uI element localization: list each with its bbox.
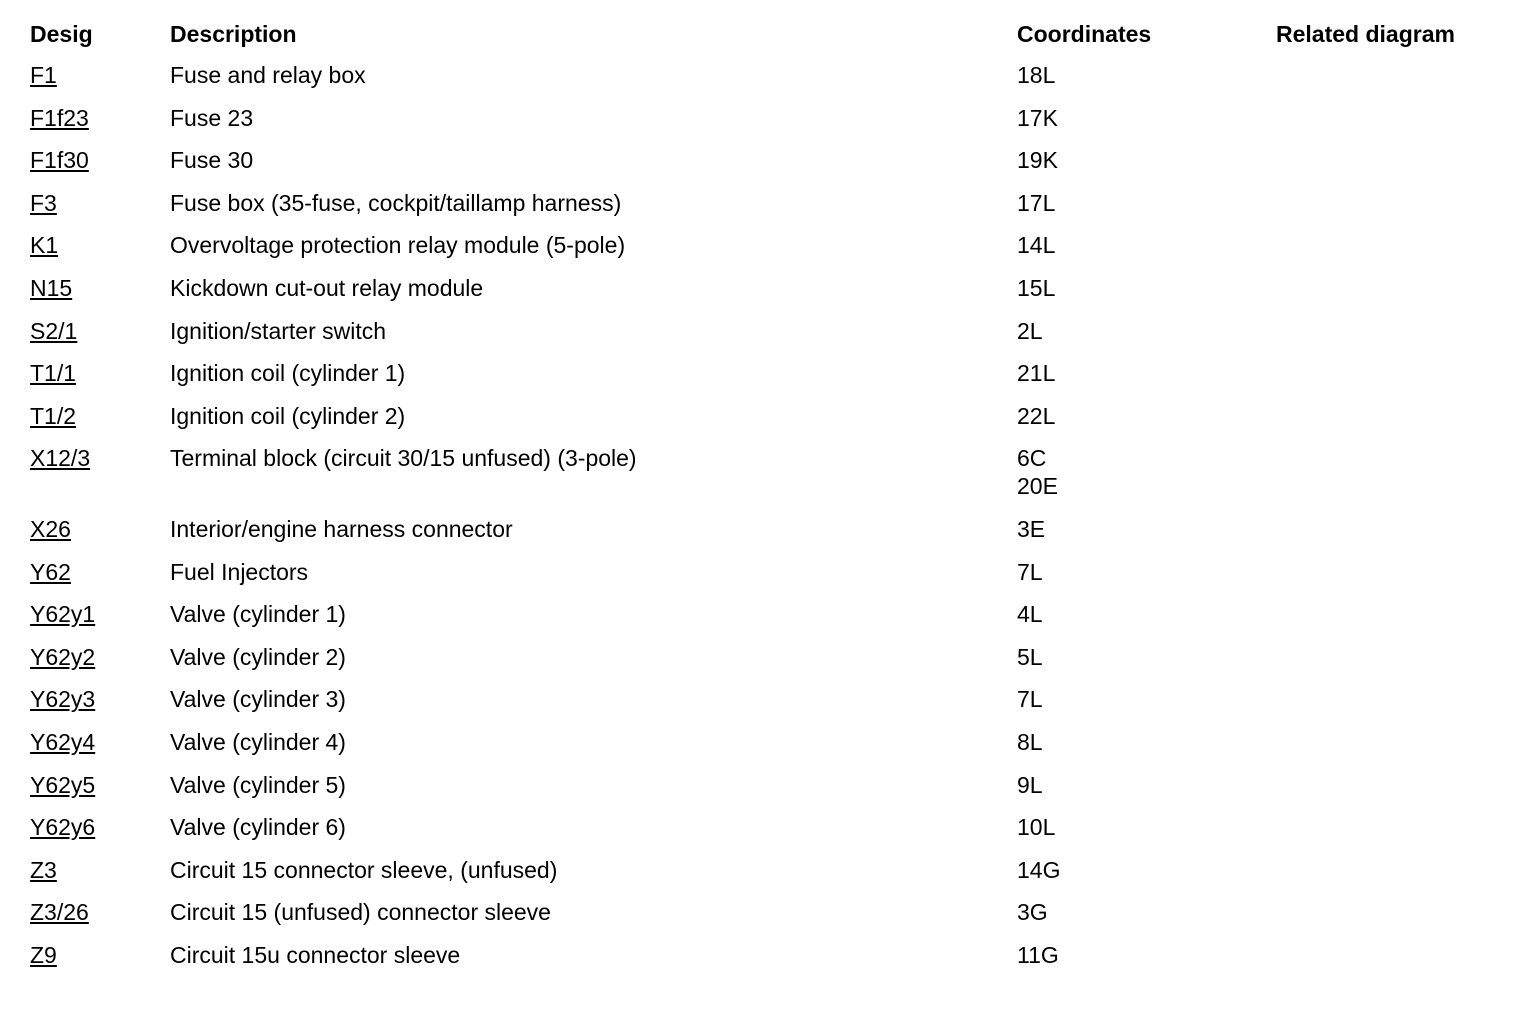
desig-link[interactable]: S2/1	[30, 317, 78, 344]
coordinates-cell	[1017, 186, 1276, 229]
description-cell: Ignition coil (cylinder 1)	[170, 360, 406, 387]
table-row	[30, 441, 1520, 512]
header-description: Description	[170, 21, 297, 47]
related-diagram-cell	[1276, 555, 1520, 598]
coordinates-cell	[1017, 441, 1276, 512]
related-diagram-cell	[1276, 725, 1520, 768]
desig-cell	[30, 441, 170, 512]
desig-cell	[30, 356, 170, 399]
description-cell: Interior/engine harness connector	[170, 515, 513, 542]
description-cell: Valve (cylinder 1)	[170, 601, 346, 628]
desig-cell	[30, 555, 170, 598]
description-cell: Terminal block (circuit 30/15 unfused) (3-pole)	[170, 445, 637, 472]
desig-cell	[30, 101, 170, 144]
related-diagram-cell	[1276, 441, 1520, 512]
coordinates-cell	[1017, 58, 1276, 101]
desig-link[interactable]: Y62y5	[30, 771, 96, 798]
coordinate-value: 4L	[1017, 601, 1043, 628]
desig-link[interactable]: T1/2	[30, 402, 77, 429]
coordinates-cell	[1017, 640, 1276, 683]
related-diagram-cell	[1276, 938, 1520, 981]
coordinate-value: 14G	[1017, 856, 1061, 883]
desig-link[interactable]: Y62	[30, 558, 71, 585]
description-cell: Ignition/starter switch	[170, 317, 387, 344]
desig-link[interactable]: N15	[30, 274, 73, 301]
coordinates-cell	[1017, 597, 1276, 640]
related-diagram-cell	[1276, 314, 1520, 357]
description-cell: Kickdown cut-out relay module	[170, 274, 484, 301]
desig-link[interactable]: X12/3	[30, 445, 91, 472]
description-cell: Circuit 15 (unfused) connector sleeve	[170, 899, 551, 926]
related-diagram-cell	[1276, 186, 1520, 229]
table-row	[30, 271, 1520, 314]
desig-cell	[30, 640, 170, 683]
desig-link[interactable]: Y62y1	[30, 601, 96, 628]
related-diagram-cell	[1276, 810, 1520, 853]
desig-cell	[30, 725, 170, 768]
coordinates-cell	[1017, 228, 1276, 271]
desig-link[interactable]: F3	[30, 189, 57, 216]
desig-link[interactable]: Z3/26	[30, 899, 89, 926]
coordinates-cell	[1017, 810, 1276, 853]
description-cell: Valve (cylinder 3)	[170, 686, 346, 713]
related-diagram-cell	[1276, 271, 1520, 314]
description-cell: Valve (cylinder 4)	[170, 728, 346, 755]
table-row	[30, 228, 1520, 271]
coordinate-value: 20E	[1017, 473, 1058, 500]
description-cell: Ignition coil (cylinder 2)	[170, 402, 406, 429]
header-row	[30, 20, 1520, 58]
related-diagram-cell	[1276, 597, 1520, 640]
coordinate-value: 10L	[1017, 814, 1056, 841]
coordinate-value: 17K	[1017, 104, 1058, 131]
desig-cell	[30, 853, 170, 896]
description-cell: Circuit 15 connector sleeve, (unfused)	[170, 856, 558, 883]
related-diagram-cell	[1276, 768, 1520, 811]
table-row	[30, 555, 1520, 598]
desig-cell	[30, 186, 170, 229]
coordinates-cell	[1017, 356, 1276, 399]
desig-link[interactable]: Z9	[30, 941, 57, 968]
table-row	[30, 597, 1520, 640]
table-row	[30, 768, 1520, 811]
desig-cell	[30, 682, 170, 725]
coordinate-value: 21L	[1017, 360, 1056, 387]
description-cell: Fuel Injectors	[170, 558, 309, 585]
desig-link[interactable]: F1	[30, 62, 57, 88]
desig-cell	[30, 271, 170, 314]
coordinates-cell	[1017, 271, 1276, 314]
related-diagram-cell	[1276, 640, 1520, 683]
coordinates-cell	[1017, 853, 1276, 896]
desig-cell	[30, 58, 170, 101]
coordinate-value: 18L	[1017, 62, 1056, 88]
related-diagram-cell	[1276, 399, 1520, 442]
related-diagram-cell	[1276, 853, 1520, 896]
coordinates-cell	[1017, 895, 1276, 938]
table-row	[30, 810, 1520, 853]
coordinates-cell	[1017, 938, 1276, 981]
desig-link[interactable]: Y62y6	[30, 814, 96, 841]
coordinates-cell	[1017, 101, 1276, 144]
table-row	[30, 101, 1520, 144]
table-row	[30, 640, 1520, 683]
table-row	[30, 725, 1520, 768]
desig-link[interactable]: Y62y4	[30, 728, 96, 755]
desig-link[interactable]: Y62y2	[30, 643, 96, 670]
desig-cell	[30, 597, 170, 640]
coordinate-value: 15L	[1017, 274, 1056, 301]
table-row	[30, 938, 1520, 981]
description-cell: Fuse 23	[170, 104, 254, 131]
description-cell: Valve (cylinder 2)	[170, 643, 346, 670]
desig-cell	[30, 228, 170, 271]
description-cell: Fuse box (35-fuse, cockpit/taillamp harness)	[170, 189, 622, 216]
desig-cell	[30, 512, 170, 555]
coordinate-value: 7L	[1017, 686, 1043, 713]
table-row	[30, 356, 1520, 399]
desig-cell	[30, 938, 170, 981]
coordinate-value: 17L	[1017, 189, 1056, 216]
table-header	[30, 20, 1520, 58]
desig-cell	[30, 895, 170, 938]
desig-link[interactable]: Z3	[30, 856, 57, 883]
coordinates-cell	[1017, 682, 1276, 725]
description-cell: Valve (cylinder 6)	[170, 814, 346, 841]
header-desig: Desig	[30, 21, 93, 47]
desig-link[interactable]: Y62y3	[30, 686, 96, 713]
table-row	[30, 186, 1520, 229]
coordinate-value: 14L	[1017, 232, 1056, 259]
coordinate-value: 2L	[1017, 317, 1043, 344]
table-row	[30, 314, 1520, 357]
related-diagram-cell	[1276, 101, 1520, 144]
header-related-diagram: Related diagram	[1276, 21, 1455, 47]
coordinate-value: 9L	[1017, 771, 1043, 798]
related-diagram-cell	[1276, 682, 1520, 725]
related-diagram-cell	[1276, 58, 1520, 101]
desig-cell	[30, 314, 170, 357]
related-diagram-cell	[1276, 895, 1520, 938]
coordinate-value: 6C	[1017, 445, 1047, 472]
coordinate-value: 3E	[1017, 515, 1046, 542]
related-diagram-cell	[1276, 512, 1520, 555]
coordinate-value: 3G	[1017, 899, 1048, 926]
table-row	[30, 682, 1520, 725]
coordinate-value: 11G	[1017, 941, 1059, 968]
coordinate-value: 22L	[1017, 402, 1056, 429]
related-diagram-cell	[1276, 143, 1520, 186]
coordinate-value: 19K	[1017, 147, 1058, 174]
table-row	[30, 58, 1520, 101]
coordinates-cell	[1017, 512, 1276, 555]
desig-cell	[30, 768, 170, 811]
coordinates-cell	[1017, 399, 1276, 442]
coordinates-cell	[1017, 555, 1276, 598]
table-row	[30, 512, 1520, 555]
desig-link[interactable]: T1/1	[30, 360, 77, 387]
coordinates-cell	[1017, 725, 1276, 768]
coordinates-cell	[1017, 314, 1276, 357]
table-row	[30, 143, 1520, 186]
description-cell: Valve (cylinder 5)	[170, 771, 346, 798]
related-diagram-cell	[1276, 228, 1520, 271]
related-diagram-cell	[1276, 356, 1520, 399]
coordinate-value: 8L	[1017, 728, 1043, 755]
header-coordinates: Coordinates	[1017, 21, 1152, 47]
desig-link[interactable]: F1f23	[30, 104, 89, 131]
component-legend-table	[30, 20, 1520, 980]
table-row	[30, 895, 1520, 938]
description-cell: Circuit 15u connector sleeve	[170, 941, 461, 968]
table-row	[30, 399, 1520, 442]
desig-link[interactable]: F1f30	[30, 147, 89, 174]
coordinates-cell	[1017, 143, 1276, 186]
coordinates-cell	[1017, 768, 1276, 811]
table-body	[30, 58, 1520, 980]
desig-cell	[30, 143, 170, 186]
table-row	[30, 853, 1520, 896]
desig-link[interactable]: K1	[30, 232, 59, 259]
description-cell: Fuse and relay box	[170, 62, 366, 88]
coordinate-value: 5L	[1017, 643, 1043, 670]
desig-cell	[30, 810, 170, 853]
desig-cell	[30, 399, 170, 442]
description-cell: Fuse 30	[170, 147, 254, 174]
desig-link[interactable]: X26	[30, 515, 71, 542]
description-cell: Overvoltage protection relay module (5-pole)	[170, 232, 626, 259]
coordinate-value: 7L	[1017, 558, 1043, 585]
